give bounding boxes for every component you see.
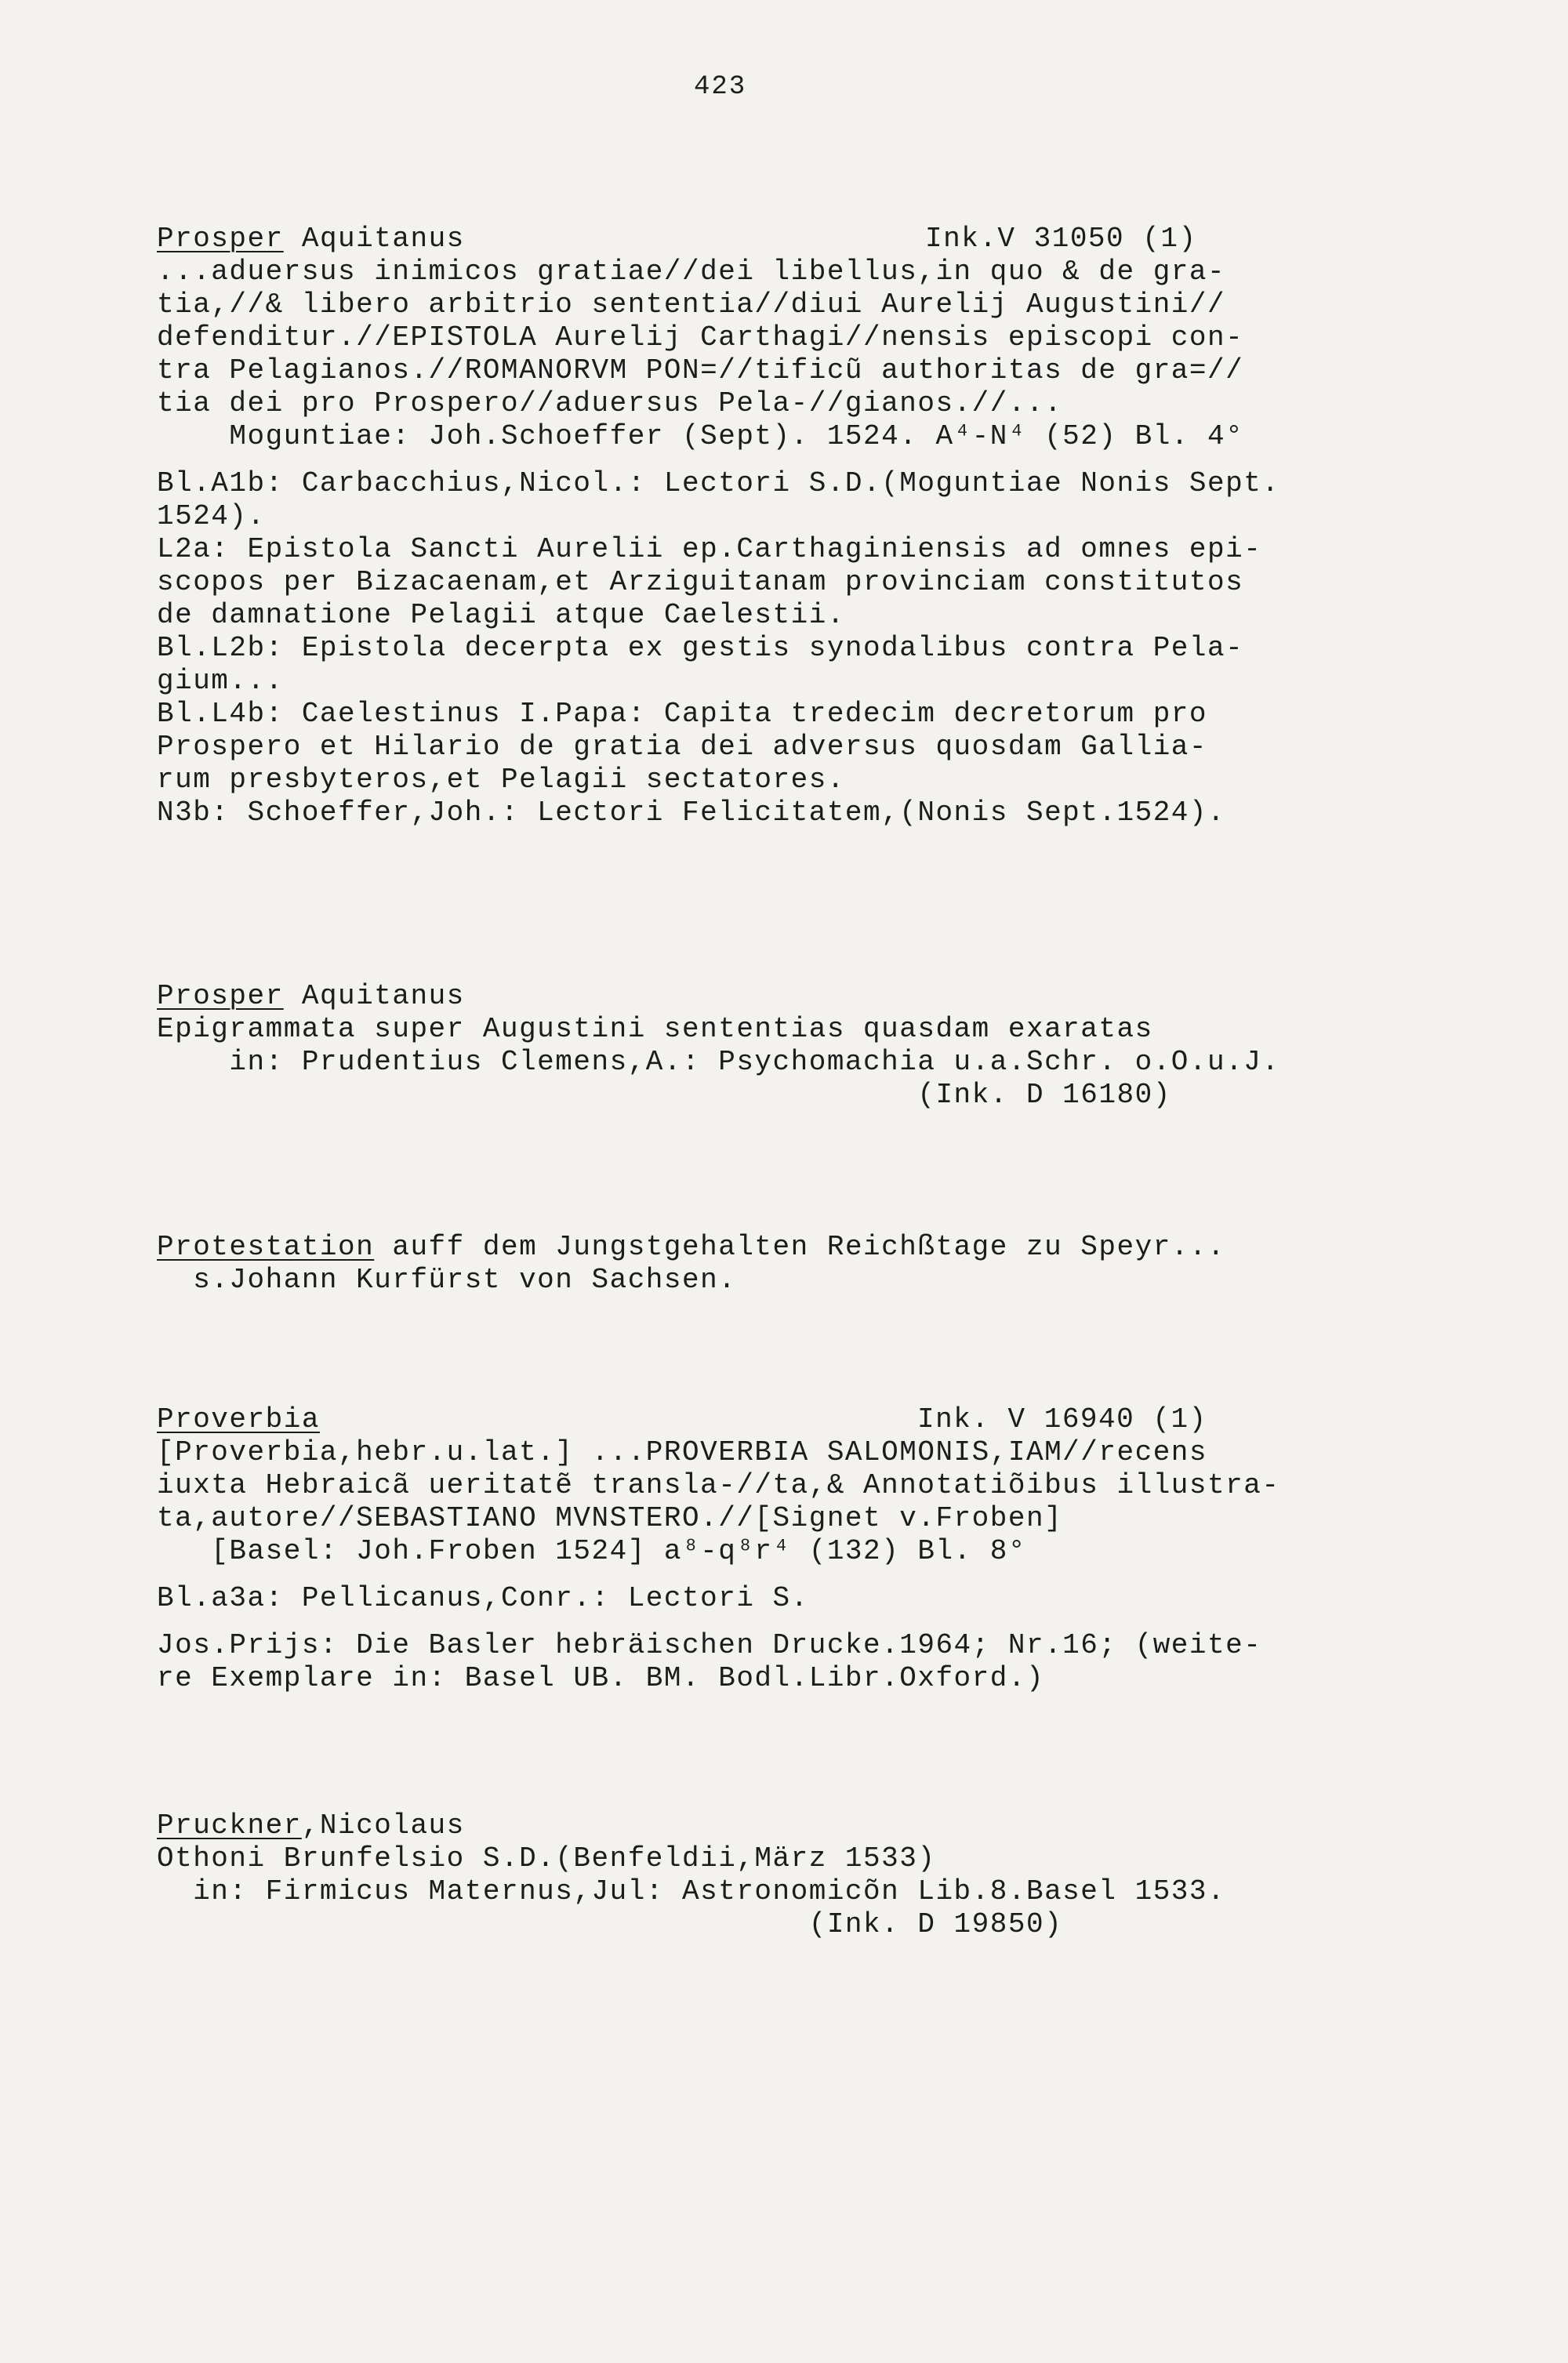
entry-note: Bl.L2b: Epistola decerpta ex gestis synodalibus contra Pela- [157,632,1244,664]
entry-line: tia dei pro Prospero//aduersus Pela-//gianos.//... [157,387,1063,419]
page-number: 423 [694,72,747,102]
entry-shelfmark-line: (Ink. D 19850) [157,1908,1063,1940]
entry-line: tia,//& libero arbitrio sententia//diui Aurelij Augustini// [157,289,1226,321]
entry-heading: Proverbia [157,1403,320,1436]
entry-note: de damnatione Pelagii atque Caelestii. [157,599,845,631]
entry-heading: Prosper [157,223,284,255]
entry-heading: Protestation [157,1231,375,1263]
entry-note: 1524). [157,500,266,532]
entry-heading-line [157,1403,1380,1436]
entry-heading-rest: Aquitanus [283,980,465,1012]
entry-line: in: Firmicus Maternus,Jul: Astronomicõn Lib.8.Basel 1533. [157,1875,1226,1907]
entry-heading-line [157,1231,1380,1264]
entry-note: Bl.a3a: Pellicanus,Conr.: Lectori S. [157,1582,809,1614]
entry-line: tra Pelagianos.//ROMANORVM PON=//tificũ authoritas de gra=// [157,354,1244,387]
entry-imprint: Moguntiae: Joh.Schoeffer (Sept). 1524. A⁴-N⁴ (52) Bl. 4° [157,420,1244,452]
entry-note: rum presbyteros,et Pelagii sectatores. [157,764,845,796]
entry-shelfmark-line: (Ink. D 16180) [157,1079,1171,1111]
entry-note: L2a: Epistola Sancti Aurelii ep.Carthaginiensis ad omnes epi- [157,533,1262,565]
entry-line: s.Johann Kurfürst von Sachsen. [157,1264,737,1296]
entry-heading: Pruckner [157,1809,302,1842]
entry-line: ta,autore//SEBASTIANO MVNSTERO.//[Signet v.Froben] [157,1502,1063,1534]
catalog-entry-prosper-2 [157,980,1380,1112]
catalog-entry-pruckner [157,1809,1380,1941]
entry-heading-rest: ,Nicolaus [301,1809,465,1842]
entry-heading: Prosper [157,980,284,1012]
entry-heading-line [157,1809,1380,1842]
entry-line: [Proverbia,hebr.u.lat.] ...PROVERBIA SALOMONIS,IAM//recens [157,1436,1208,1468]
shelfmark: Ink. V 16940 (1) [917,1403,1207,1436]
entry-heading-line [157,980,1380,1013]
entry-heading-line [157,223,1380,256]
catalog-entry-proverbia [157,1403,1380,1695]
entry-heading-rest: Aquitanus [283,223,465,255]
entry-imprint: [Basel: Joh.Froben 1524] a⁸-q⁸r⁴ (132) Bl. 8° [157,1535,1026,1567]
entry-note: scopos per Bizacaenam,et Arziguitanam provinciam constitutos [157,566,1244,598]
entry-note: Jos.Prijs: Die Basler hebräischen Drucke.1964; Nr.16; (weite- [157,1629,1262,1661]
entry-line: in: Prudentius Clemens,A.: Psychomachia u.a.Schr. o.O.u.J. [157,1046,1280,1078]
entry-line: ...aduersus inimicos gratiae//dei libellus,in quo & de gra- [157,256,1226,288]
entry-note: N3b: Schoeffer,Joh.: Lectori Felicitatem,(Nonis Sept.1524). [157,797,1226,829]
entry-note: re Exemplare in: Basel UB. BM. Bodl.Libr.Oxford.) [157,1662,1045,1694]
entry-line: Epigrammata super Augustini sententias quasdam exaratas [157,1013,1153,1045]
entry-note: Prospero et Hilario de gratia dei adversus quosdam Gallia- [157,731,1208,763]
shelfmark: Ink.V 31050 (1) [925,223,1197,255]
catalog-entry-prosper-1 [157,223,1380,829]
entry-note: Bl.L4b: Caelestinus I.Papa: Capita tredecim decretorum pro [157,698,1208,730]
entry-note: Bl.A1b: Carbacchius,Nicol.: Lectori S.D.(Moguntiae Nonis Sept. [157,467,1280,499]
entry-line: defenditur.//EPISTOLA Aurelij Carthagi//nensis episcopi con- [157,321,1244,354]
catalog-entry-protestation [157,1231,1380,1297]
entry-line: Othoni Brunfelsio S.D.(Benfeldii,März 1533) [157,1842,936,1875]
entry-note: gium... [157,665,284,697]
entry-heading-rest: auff dem Jungstgehalten Reichßtage zu Speyr... [374,1231,1226,1263]
entry-line: iuxta Hebraicã ueritatẽ transla-//ta,& Annotatiõibus illustra- [157,1469,1280,1501]
